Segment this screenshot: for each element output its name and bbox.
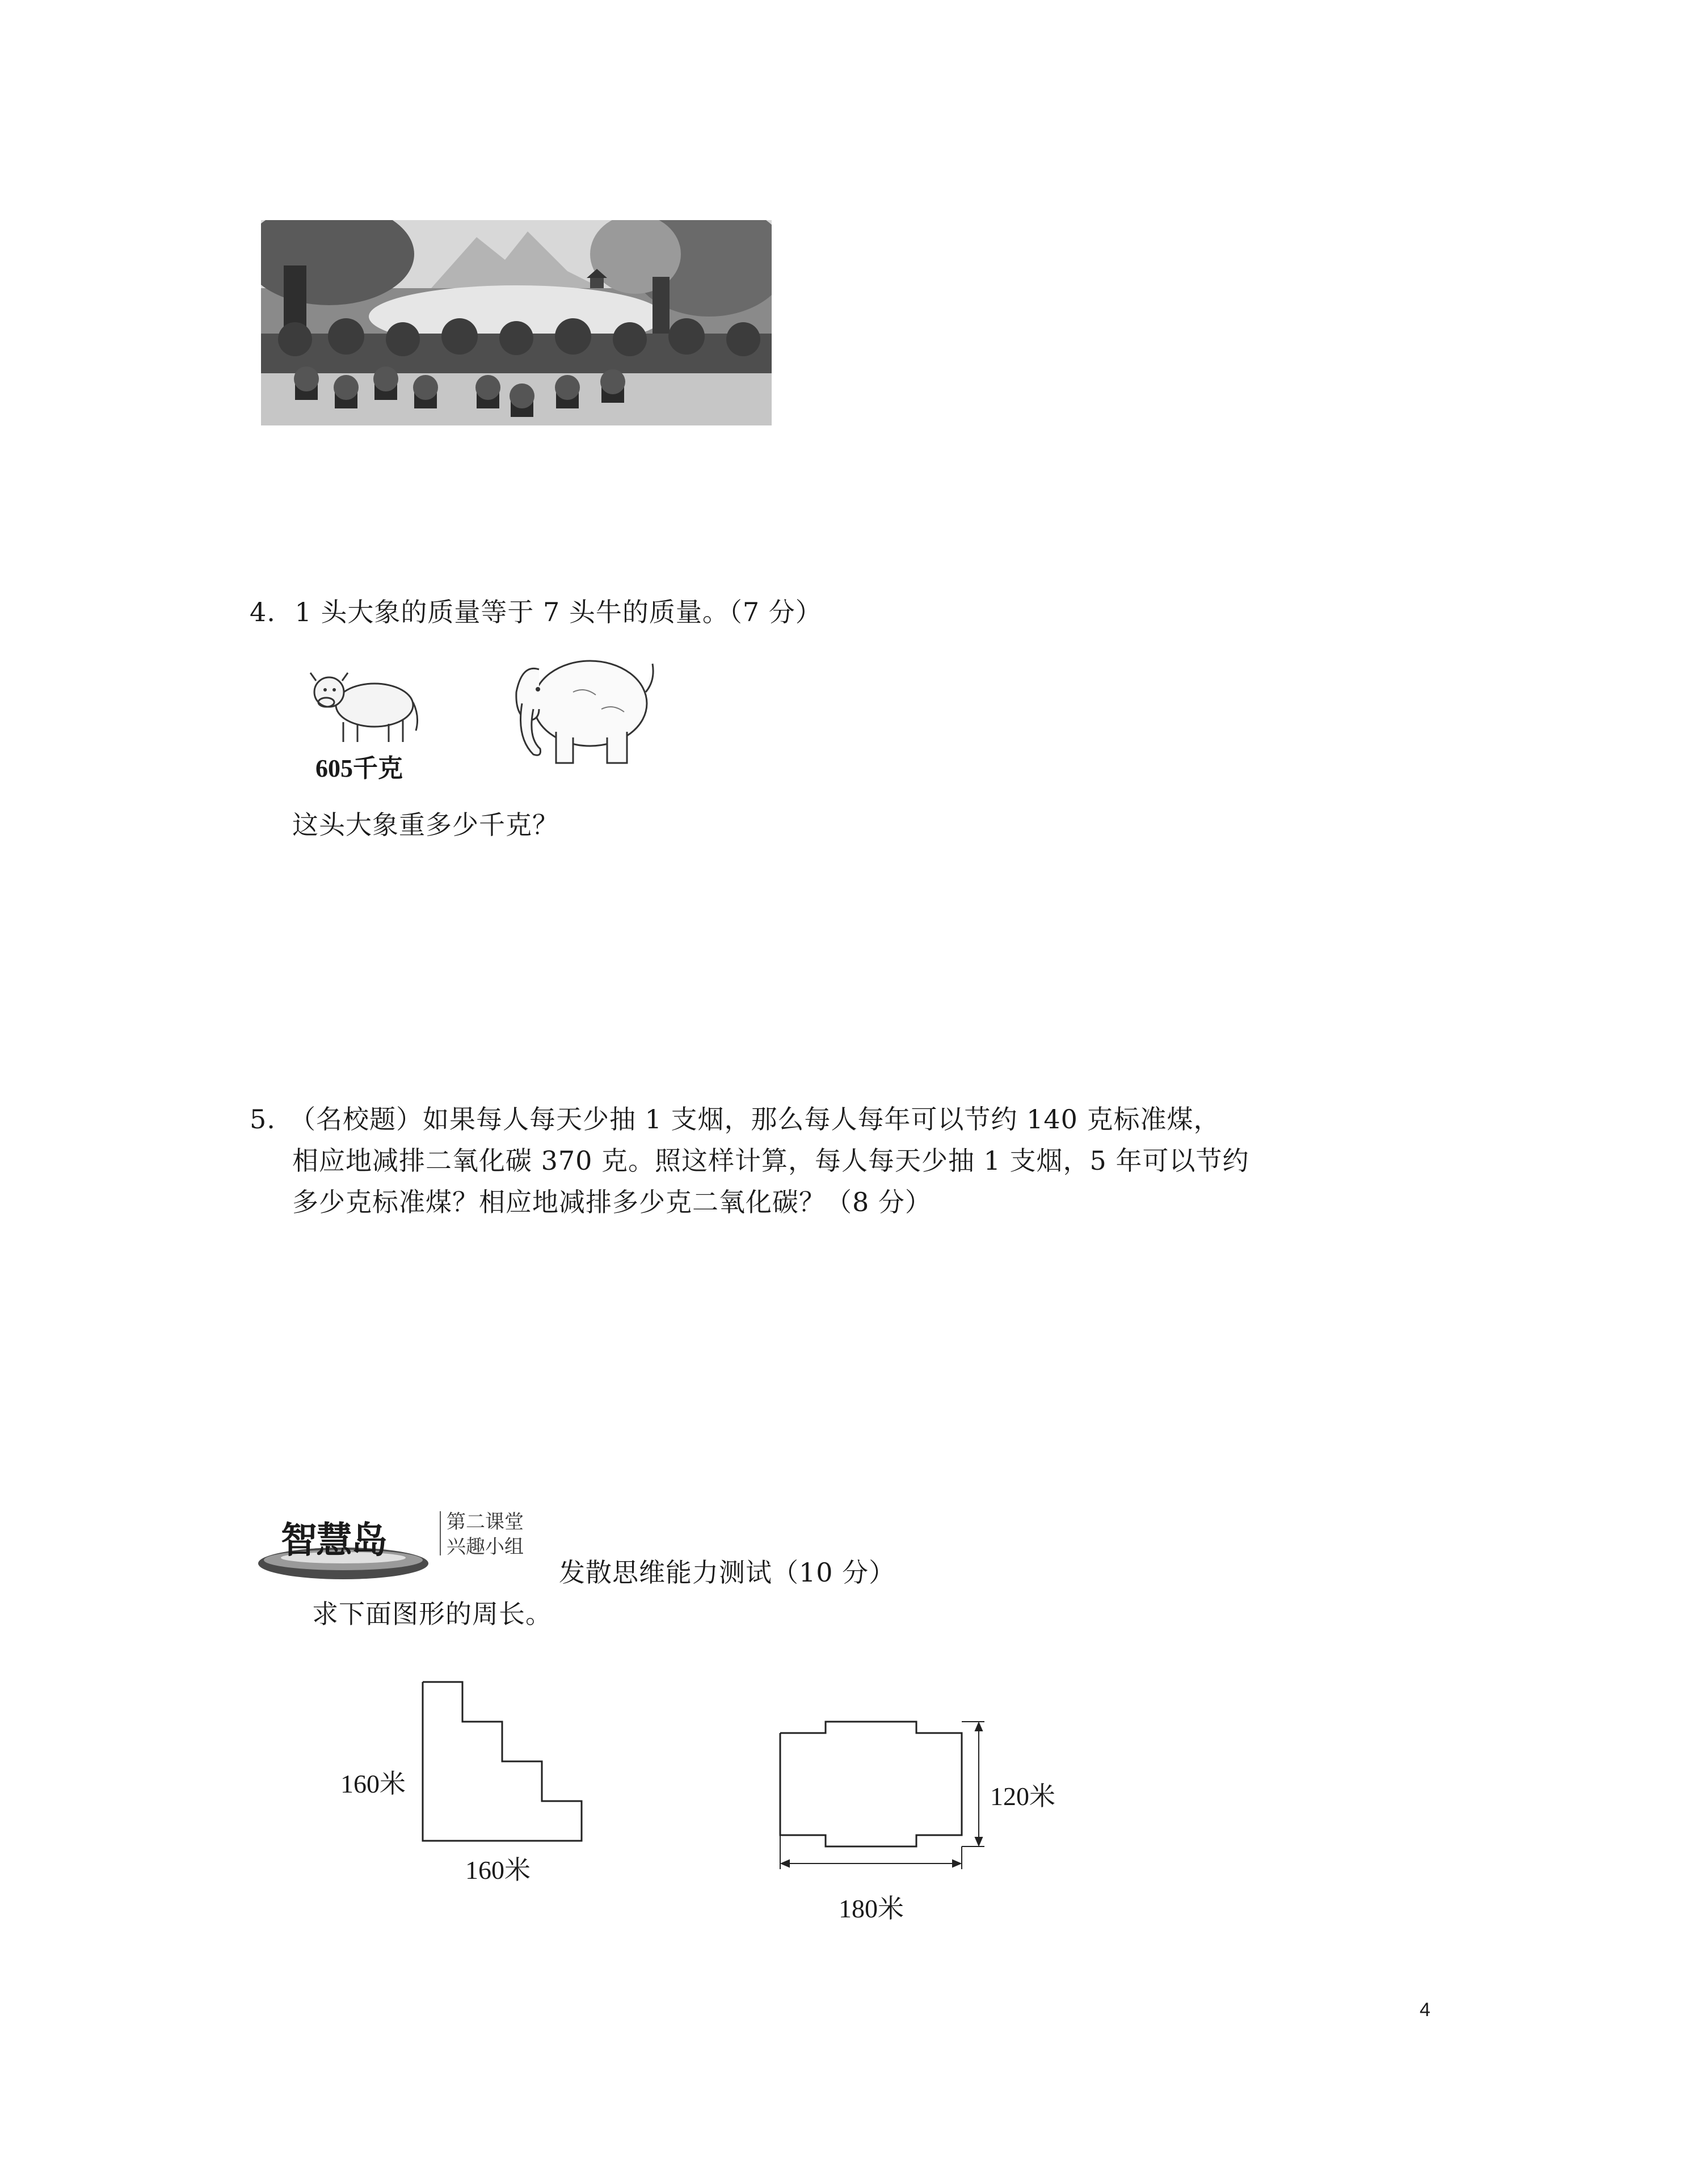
notched-rectangle-figure [772, 1699, 999, 1886]
island-logo-text: 智慧岛 [281, 1520, 386, 1562]
question-4-prompt: 这头大象重多少千克？ [292, 809, 559, 840]
width-dimension-line [780, 1835, 962, 1869]
question-4-text [250, 591, 822, 633]
park-landscape-illustration [261, 220, 772, 425]
page-number: 4 [1420, 1999, 1430, 2021]
question-4-number: 4. [250, 597, 276, 627]
height-dimension-line [962, 1722, 984, 1846]
rectangle-height-label: 120米 [990, 1782, 1055, 1811]
tag-line-1: 第二课堂 [447, 1511, 524, 1533]
bonus-section-banner [258, 1509, 553, 1586]
cow-icon [304, 663, 423, 748]
cow-weight-label: 605千克 [315, 754, 403, 782]
staircase-outline [423, 1682, 582, 1841]
question-5-line-3: 多少克标准煤？相应地减排多少克二氧化碳？（8 分） [292, 1187, 932, 1217]
tag-line-2: 兴趣小组 [447, 1536, 524, 1558]
notched-rectangle-outline [780, 1722, 962, 1846]
staircase-figure [420, 1679, 590, 1861]
rectangle-width-label: 180米 [839, 1894, 904, 1923]
logo-divider [440, 1511, 441, 1555]
bonus-section-title: 发散思维能力测试（10 分） [559, 1557, 896, 1588]
question-5-line-2: 相应地减排二氧化碳 370 克。照这样计算，每人每天少抽 1 支烟，5 年可以节约 [292, 1145, 1249, 1176]
question-4-statement: 1 头大象的质量等于 7 头牛的质量。（7 分） [294, 597, 822, 627]
elephant-icon [499, 641, 658, 771]
question-5-number: 5. [250, 1104, 276, 1135]
staircase-height-label: 160米 [340, 1769, 406, 1798]
question-5-line-1: （名校题）如果每人每天少抽 1 支烟，那么每人每年可以节约 140 克标准煤， [289, 1104, 1220, 1135]
staircase-width-label: 160米 [465, 1856, 531, 1884]
bonus-prompt: 求下面图形的周长。 [312, 1599, 552, 1629]
